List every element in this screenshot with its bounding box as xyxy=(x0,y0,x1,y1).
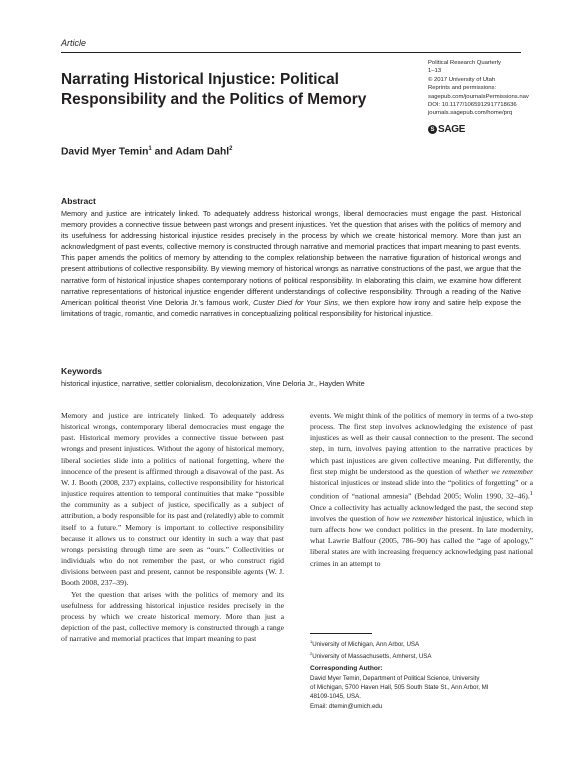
author-name: David Myer Temin xyxy=(61,146,149,158)
sage-logo-icon: S xyxy=(428,125,437,134)
keywords-list: historical injustice, narrative, settler colonialism, decolonization, Vine Deloria Jr., Hayden White xyxy=(61,379,365,388)
body-text-part: historical injustice, which in turn affects how we conduct politics in the present. In late modernity, what Lawrie Balfour (2005, 786–90) has called the “age of apology,” liberal states are with increasing frequency acknowledging past national crimes in an attempt to xyxy=(310,513,533,568)
body-paragraph: Memory and justice are intricately linked. To adequately address historical wrongs, contemporary liberal democracies must engage the past. Historical memory provides a connective tissue between past wrongs and present injustices. Without the agony of historical memory, liberal societies slide into a politics of national forgetting, where the innocence of the present is affirmed through a disavowal of the past. As W. J. Booth (2008, 237) explains, collective responsibility for historical injustice requires attention to temporal continuities that make “possible the community as a subject of justice, specifically as a subject of attribution, a body responsible for its past and (relatedly) able to commit itself to a future.” Memory is important to collective responsibility because it allows us to construct our identity in such a way that past wrongs persisting through time are seen as “ours.” Collectivities or individuals who do not remember the past, or who construct rigid divisions between past and present, cannot be responsible agents (W. J. Booth 2008, 237–39). xyxy=(61,411,284,588)
affiliations xyxy=(310,637,432,662)
body-text-part: events. We might think of the politics of memory in terms of a two-step process. The first step involves acknowledging the existence of past injustices as well as their causal connection to the present. The second step, in turn, involves paying attention to the narrative practices by which past injustices are given collective meaning. Put differently, the first step might be understood as the question of xyxy=(310,411,533,476)
corresponding-author-heading: Corresponding Author: xyxy=(310,665,383,672)
abstract-text-part: , we then explore how irony and satire help expose the limitations of tragic, romantic, and comedic narratives in conceptualizing political responsibility for historical injustice. xyxy=(61,297,521,318)
affiliation xyxy=(310,649,432,661)
affiliation-marker: 2 xyxy=(310,651,313,657)
affiliation-marker: 2 xyxy=(229,146,233,152)
permissions-link[interactable]: sagepub.com/journalsPermissions.nav xyxy=(428,93,529,100)
abstract-text-part: Memory and justice are intricately linked. To adequately address historical wrongs, liberal democracies must engage the past. Historical memory provides a connective tissue between past wrongs and present injustices. Yet the question that arises with the politics of memory and its usefulness for addressing historical injustice resides precisely in the process by which we create historical memory. More than just an acknowledgment of past events, collective memory is constructed through narrative and memorial practices that impart meaning to past events. This paper amends the politics of memory by attending to the complex relationship between the narrative figuration of historical wrongs and present attributions of collective responsibility. By viewing memory of historical wrongs as narrative constructions of the past, we argue that the narrative form of historical injustice shapes contemporary notions of political responsibility. In elaborating this claim, we examine how different narrative representations of historical injustice engender different understandings of collective responsibility. Through a reading of the Native American political theorist Vine Deloria Jr.’s famous work, xyxy=(61,209,521,307)
journal-url[interactable]: journals.sagepub.com/home/prq xyxy=(428,110,513,117)
body-paragraph xyxy=(310,410,533,569)
author-conjunction: and xyxy=(151,146,176,158)
page-range: 1–13 xyxy=(428,68,442,75)
corresponding-author-email[interactable]: Email: dtemin@umich.edu xyxy=(310,702,383,710)
paper-title: Narrating Historical Injustice: Political Responsibility and the Politics of Memory xyxy=(61,71,367,108)
body-emphasis: whether we remember xyxy=(464,466,534,476)
abstract-text xyxy=(61,208,521,319)
author-name: Adam Dahl xyxy=(175,146,230,158)
body-paragraph: Yet the question that arises with the politics of memory and its usefulness for addressing historical injustice resides precisely in the process by which we create historical memory. More than just a depiction of the past, collective memory is constructed through a range of narrative and memorial practices that impart meaning to past xyxy=(61,589,284,644)
article-type-label: Article xyxy=(61,38,87,48)
corresponding-author-details xyxy=(310,674,489,711)
reprints-label: Reprints and permissions: xyxy=(428,85,497,92)
abstract-book-title: Custer Died for Your Sins xyxy=(253,297,338,307)
affiliation-marker: 1 xyxy=(148,146,152,152)
corresponding-author-line: 48109-1045, USA. xyxy=(310,693,361,701)
body-column-left xyxy=(61,410,284,644)
sage-logo-text: SAGE xyxy=(438,124,466,135)
journal-name: Political Research Quarterly xyxy=(428,60,502,66)
body-column-right xyxy=(310,410,533,569)
header-rule xyxy=(61,52,521,53)
keywords-heading: Keywords xyxy=(61,366,103,376)
body-emphasis: how we remember xyxy=(386,513,444,523)
body-text-part: historical injustices or instead slide into the “politics of forgetting” or a condition of “national amnesia” (Behdad 2005; Wolin 1990, 32–46). xyxy=(310,477,533,501)
journal-info xyxy=(428,59,540,118)
affiliation-text: University of Massachusetts, Amherst, USA xyxy=(312,653,432,661)
affiliation xyxy=(310,637,432,649)
affiliation-marker: 1 xyxy=(310,639,313,644)
sage-logo xyxy=(428,124,465,135)
footnote-marker[interactable]: 1 xyxy=(529,490,533,498)
author-line xyxy=(61,146,233,157)
body-text-part: Once a collectivity has actually acknowledged the past, the second step involves the question of xyxy=(310,502,533,523)
footnote-rule xyxy=(310,633,372,634)
corresponding-author-line: of Michigan, 5700 Haven Hall, 505 South State St., Ann Arbor, MI xyxy=(310,684,489,692)
doi[interactable]: DOI: 10.1177/1065912917718636 xyxy=(428,102,517,109)
affiliation-text: University of Michigan, Ann Arbor, USA xyxy=(312,641,420,649)
abstract-heading: Abstract xyxy=(61,196,96,206)
corresponding-author-line: David Myer Temin, Department of Political Science, University xyxy=(310,675,480,682)
copyright: © 2017 University of Utah xyxy=(428,76,496,83)
